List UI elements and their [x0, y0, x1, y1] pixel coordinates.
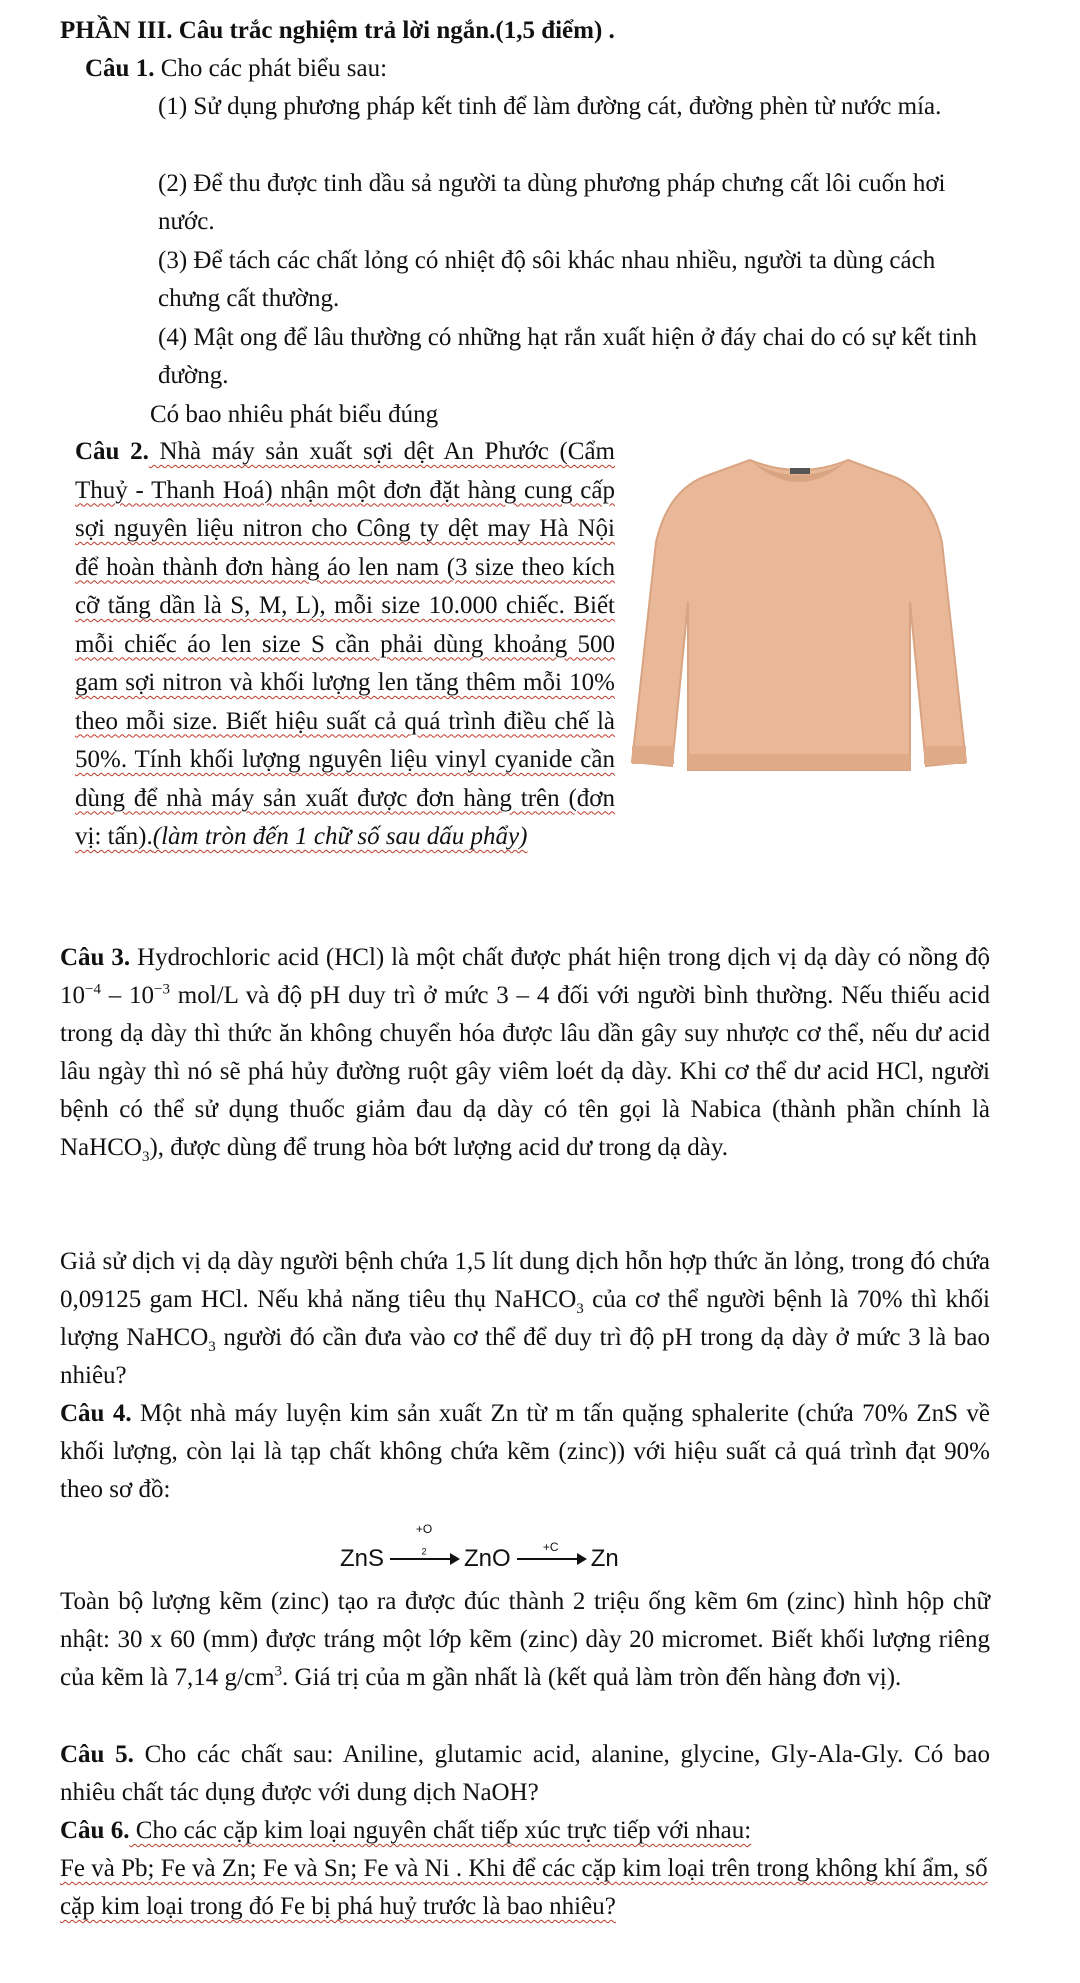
- question-2: [75, 433, 615, 857]
- cubic-superscript: 3: [274, 1663, 283, 1680]
- question-5: [60, 1736, 990, 1812]
- question-3-p2-c: người đó cần đưa vào cơ thể để duy trì độ pH trong dạ dày ở mức 3 là bao nhiêu?: [60, 1324, 990, 1389]
- reagent-carbon: +C: [542, 1540, 559, 1554]
- question-2-rounding-note: (làm tròn đến 1 chữ số sau dấu phẩy): [152, 823, 528, 850]
- sweater-image: [630, 432, 968, 784]
- formula-subscript: 3: [576, 1301, 584, 1317]
- question-3-text-c: ), được dùng để trung hòa bớt lượng acid dư trong dạ dày.: [149, 1134, 729, 1161]
- arrow-oxygen: +O $_2$: [390, 1558, 458, 1560]
- statement-2: (2) Để thu được tinh dầu sả người ta dùng phương pháp chưng cất lôi cuốn hơi nước.: [158, 170, 946, 235]
- question-3-text-a: Hydrochloric acid (HCl) là một chất được phát hiện trong dịch vị dạ dày có nồng độ: [130, 944, 990, 971]
- question-1-intro-text: Cho các phát biểu sau:: [154, 55, 388, 82]
- question-3-paragraph-1: [60, 939, 990, 1167]
- concentration-dash: –: [100, 982, 130, 1009]
- question-4-label: Câu 4.: [60, 1400, 132, 1427]
- sweater-cuff-right: [924, 746, 966, 764]
- scheme-start: ZnS: [340, 1545, 385, 1572]
- question-4-continued: [60, 1583, 990, 1697]
- question-6-text-b: . Khi để các cặp kim loại trên trong không khí ẩm, số cặp kim loại trong đó Fe bị phá huỷ trước là bao nhiêu?: [60, 1855, 988, 1920]
- question-4-text2-a: Toàn bộ lượng kẽm (zinc) tạo ra được đúc thành 2 triệu ống kẽm 6m (zinc) hình hộp chữ nhật: 30 x 60 (mm) được tráng một lớp kẽm (zinc) dày 20 micromet. Biết khối lượng riêng của kẽm là 7,14 g/cm: [60, 1588, 990, 1691]
- section-title: PHẦN III. Câu trắc nghiệm trả lời ngắn.(1,5 điểm) .: [60, 17, 615, 44]
- question-5-text: Cho các chất sau: Aniline, glutamic acid, alanine, glycine, Gly-Ala-Gly. Có bao nhiêu chất tác dụng được với dung dịch NaOH?: [60, 1741, 990, 1806]
- question-1-ask: Có bao nhiêu phát biểu đúng: [150, 401, 439, 428]
- question-1-intro: [85, 50, 387, 88]
- question-2-label: Câu 2.: [75, 438, 149, 465]
- statement-1: (1) Sử dụng phương pháp kết tinh để làm đường cát, đường phèn từ nước mía.: [158, 93, 942, 120]
- question-3-label: Câu 3.: [60, 944, 131, 971]
- scheme-end: Zn: [590, 1545, 619, 1572]
- sweater-label: [790, 468, 810, 474]
- question-6-text-a: Cho các cặp kim loại nguyên chất tiếp xúc trực tiếp với nhau:: [129, 1817, 752, 1844]
- question-3-p2-a: Giả sử dịch vị dạ dày người bệnh chứa 1,5 lít dung dịch hỗn hợp thức ăn lỏng, trong đó chứa 0,09125 gam HCl. Nếu khả năng tiêu thụ NaHCO: [60, 1248, 990, 1313]
- question-2-text: Nhà máy sản xuất sợi dệt An Phước (Cẩm Thuỷ - Thanh Hoá) nhận một đơn đặt hàng cung cấp sợi nguyên liệu nitron cho Công ty dệt may Hà Nội để hoàn thành đơn hàng áo len nam (3 size theo kích cỡ tăng dần là S, M, L), mỗi size 10.000 chiếc. Biết mỗi chiếc áo len size S cần phải dùng khoảng 500 gam sợi nitron và khối lượng len tăng thêm mỗi 10% theo mỗi size. Biết hiệu suất cả quá trình điều chế là 50%. Tính khối lượng nguyên liệu vinyl cyanide cần dùng để nhà máy sản xuất được đơn hàng trên (đơn vị: tấn).: [75, 438, 615, 850]
- question-5-label: Câu 5.: [60, 1741, 134, 1768]
- formula-subscript: 3: [141, 1149, 150, 1165]
- question-6-label: Câu 6.: [60, 1817, 130, 1844]
- metal-pairs: Fe và Pb; Fe và Zn; Fe và Sn; Fe và Ni: [60, 1855, 450, 1882]
- reagent-oxygen: +O: [415, 1522, 433, 1536]
- reaction-scheme: [340, 1522, 619, 1578]
- formula-subscript: 3: [208, 1339, 216, 1355]
- sweater-hem: [688, 754, 910, 770]
- scheme-mid: ZnO: [464, 1545, 511, 1572]
- concentration-high: $10^{-3}$: [129, 981, 170, 1009]
- statement-3: (3) Để tách các chất lỏng có nhiệt độ sôi khác nhau nhiều, người ta dùng cách chưng cất thường.: [158, 247, 936, 312]
- question-3-text-b: mol/L và độ pH duy trì ở mức 3 – 4 đối với người bình thường. Nếu thiếu acid trong dạ dày thì thức ăn không chuyển hóa được lâu dần gây suy nhược cơ thể, nếu dư acid lâu ngày thì nó sẽ phá hủy đường ruột gây viêm loét dạ dày. Khi cơ thể dư acid HCl, người bệnh có thể sử dụng thuốc giảm đau dạ dày có tên gọi là Nabica (thành phần chính là NaHCO: [60, 982, 990, 1161]
- sweater-cuff-left: [632, 746, 674, 764]
- question-3-paragraph-2: [60, 1243, 990, 1395]
- statement-4: (4) Mật ong để lâu thường có những hạt rắn xuất hiện ở đáy chai do có sự kết tinh đường.: [158, 324, 977, 389]
- arrow-carbon: [517, 1540, 585, 1560]
- question-4: [60, 1395, 990, 1509]
- question-3-p2-b: của cơ thể người bệnh là 70% thì khối lượng NaHCO: [60, 1286, 990, 1351]
- question-6: [60, 1812, 990, 1926]
- question-1-label: Câu 1.: [85, 55, 155, 82]
- question-4-text2-b: . Giá trị của m gần nhất là (kết quả làm tròn đến hàng đơn vị).: [282, 1664, 902, 1691]
- concentration-low: $10^{-4}$: [60, 981, 101, 1009]
- question-4-text: Một nhà máy luyện kim sản xuất Zn từ m tấn quặng sphalerite (chứa 70% ZnS về khối lượng, còn lại là tạp chất không chứa kẽm (zinc)) với hiệu suất cả quá trình đạt 90% theo sơ đồ:: [60, 1400, 990, 1503]
